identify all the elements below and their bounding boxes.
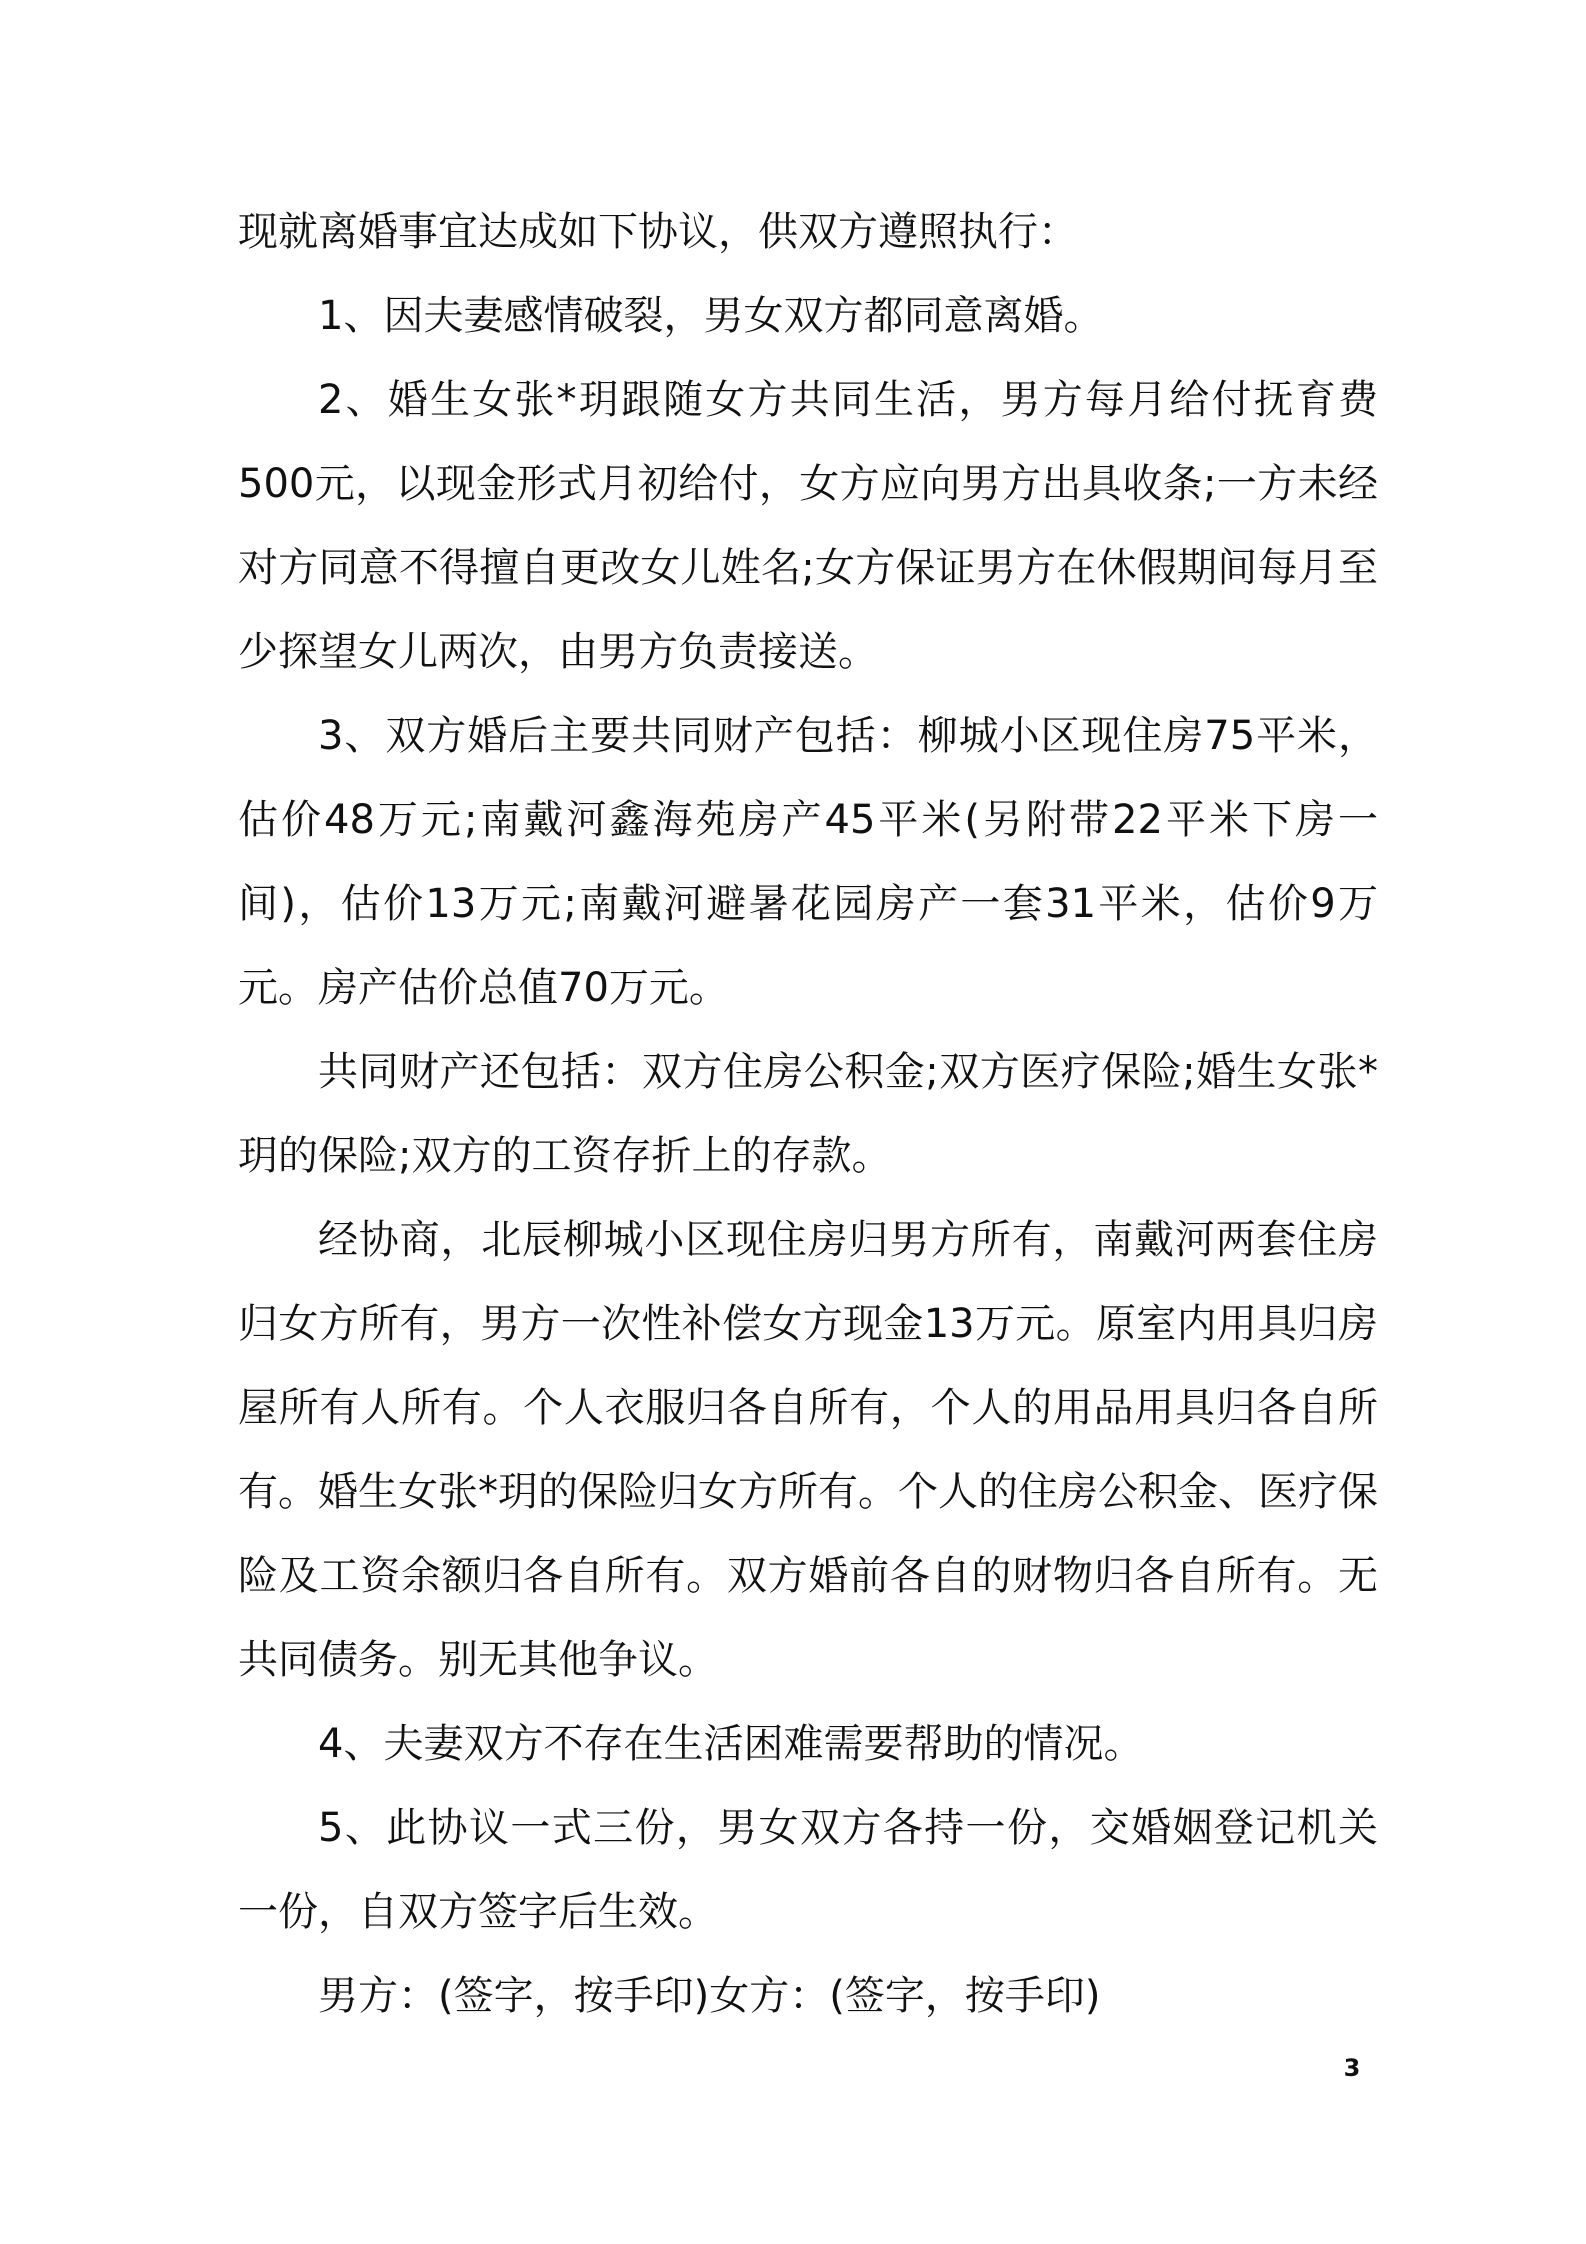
clause-1-paragraph: 1、因夫妻感情破裂，男女双方都同意离婚。: [318, 293, 1104, 339]
negotiation-paragraph: 经协商，北辰柳城小区现住房归男方所有，南戴河两套住房归女方所有，男方一次性补偿女方现金13万元。原室内用具归房屋所有人所有。个人衣服归各自所有，个人的用品用具归各自所有。婚生女张*玥的保险归女方所有。个人的住房公积金、医疗保险及工资余额归各自所有。双方婚前各自的财物归各自所有。无共同债务。别无其他争议。: [238, 1217, 1378, 1683]
clause-4-paragraph: 4、夫妻双方不存在生活困难需要帮助的情况。: [318, 1721, 1144, 1767]
clause-5-paragraph: 5、此协议一式三份，男女双方各持一份，交婚姻登记机关一份，自双方签字后生效。: [238, 1805, 1378, 1935]
page-number: 3: [1343, 2054, 1361, 2082]
signature-line: 男方：(签字，按手印)女方：(签字，按手印): [318, 1973, 1101, 2019]
intro-paragraph: 现就离婚事宜达成如下协议，供双方遵照执行：: [238, 209, 1078, 255]
clause-3-paragraph: 3、双方婚后主要共同财产包括：柳城小区现住房75平米，估价48万元;南戴河鑫海苑房产45平米(另附带22平米下房一间)，估价13万元;南戴河避暑花园房产一套31平米，估价9万元。房产估价总值70万元。: [238, 713, 1378, 1011]
clause-2-paragraph: 2、婚生女张*玥跟随女方共同生活，男方每月给付抚育费500元，以现金形式月初给付，女方应向男方出具收条;一方未经对方同意不得擅自更改女儿姓名;女方保证男方在休假期间每月至少探望女儿两次，由男方负责接送。: [238, 377, 1378, 675]
document-body: [238, 190, 1378, 2038]
common-property-paragraph: 共同财产还包括：双方住房公积金;双方医疗保险;婚生女张*玥的保险;双方的工资存折上的存款。: [238, 1049, 1378, 1179]
